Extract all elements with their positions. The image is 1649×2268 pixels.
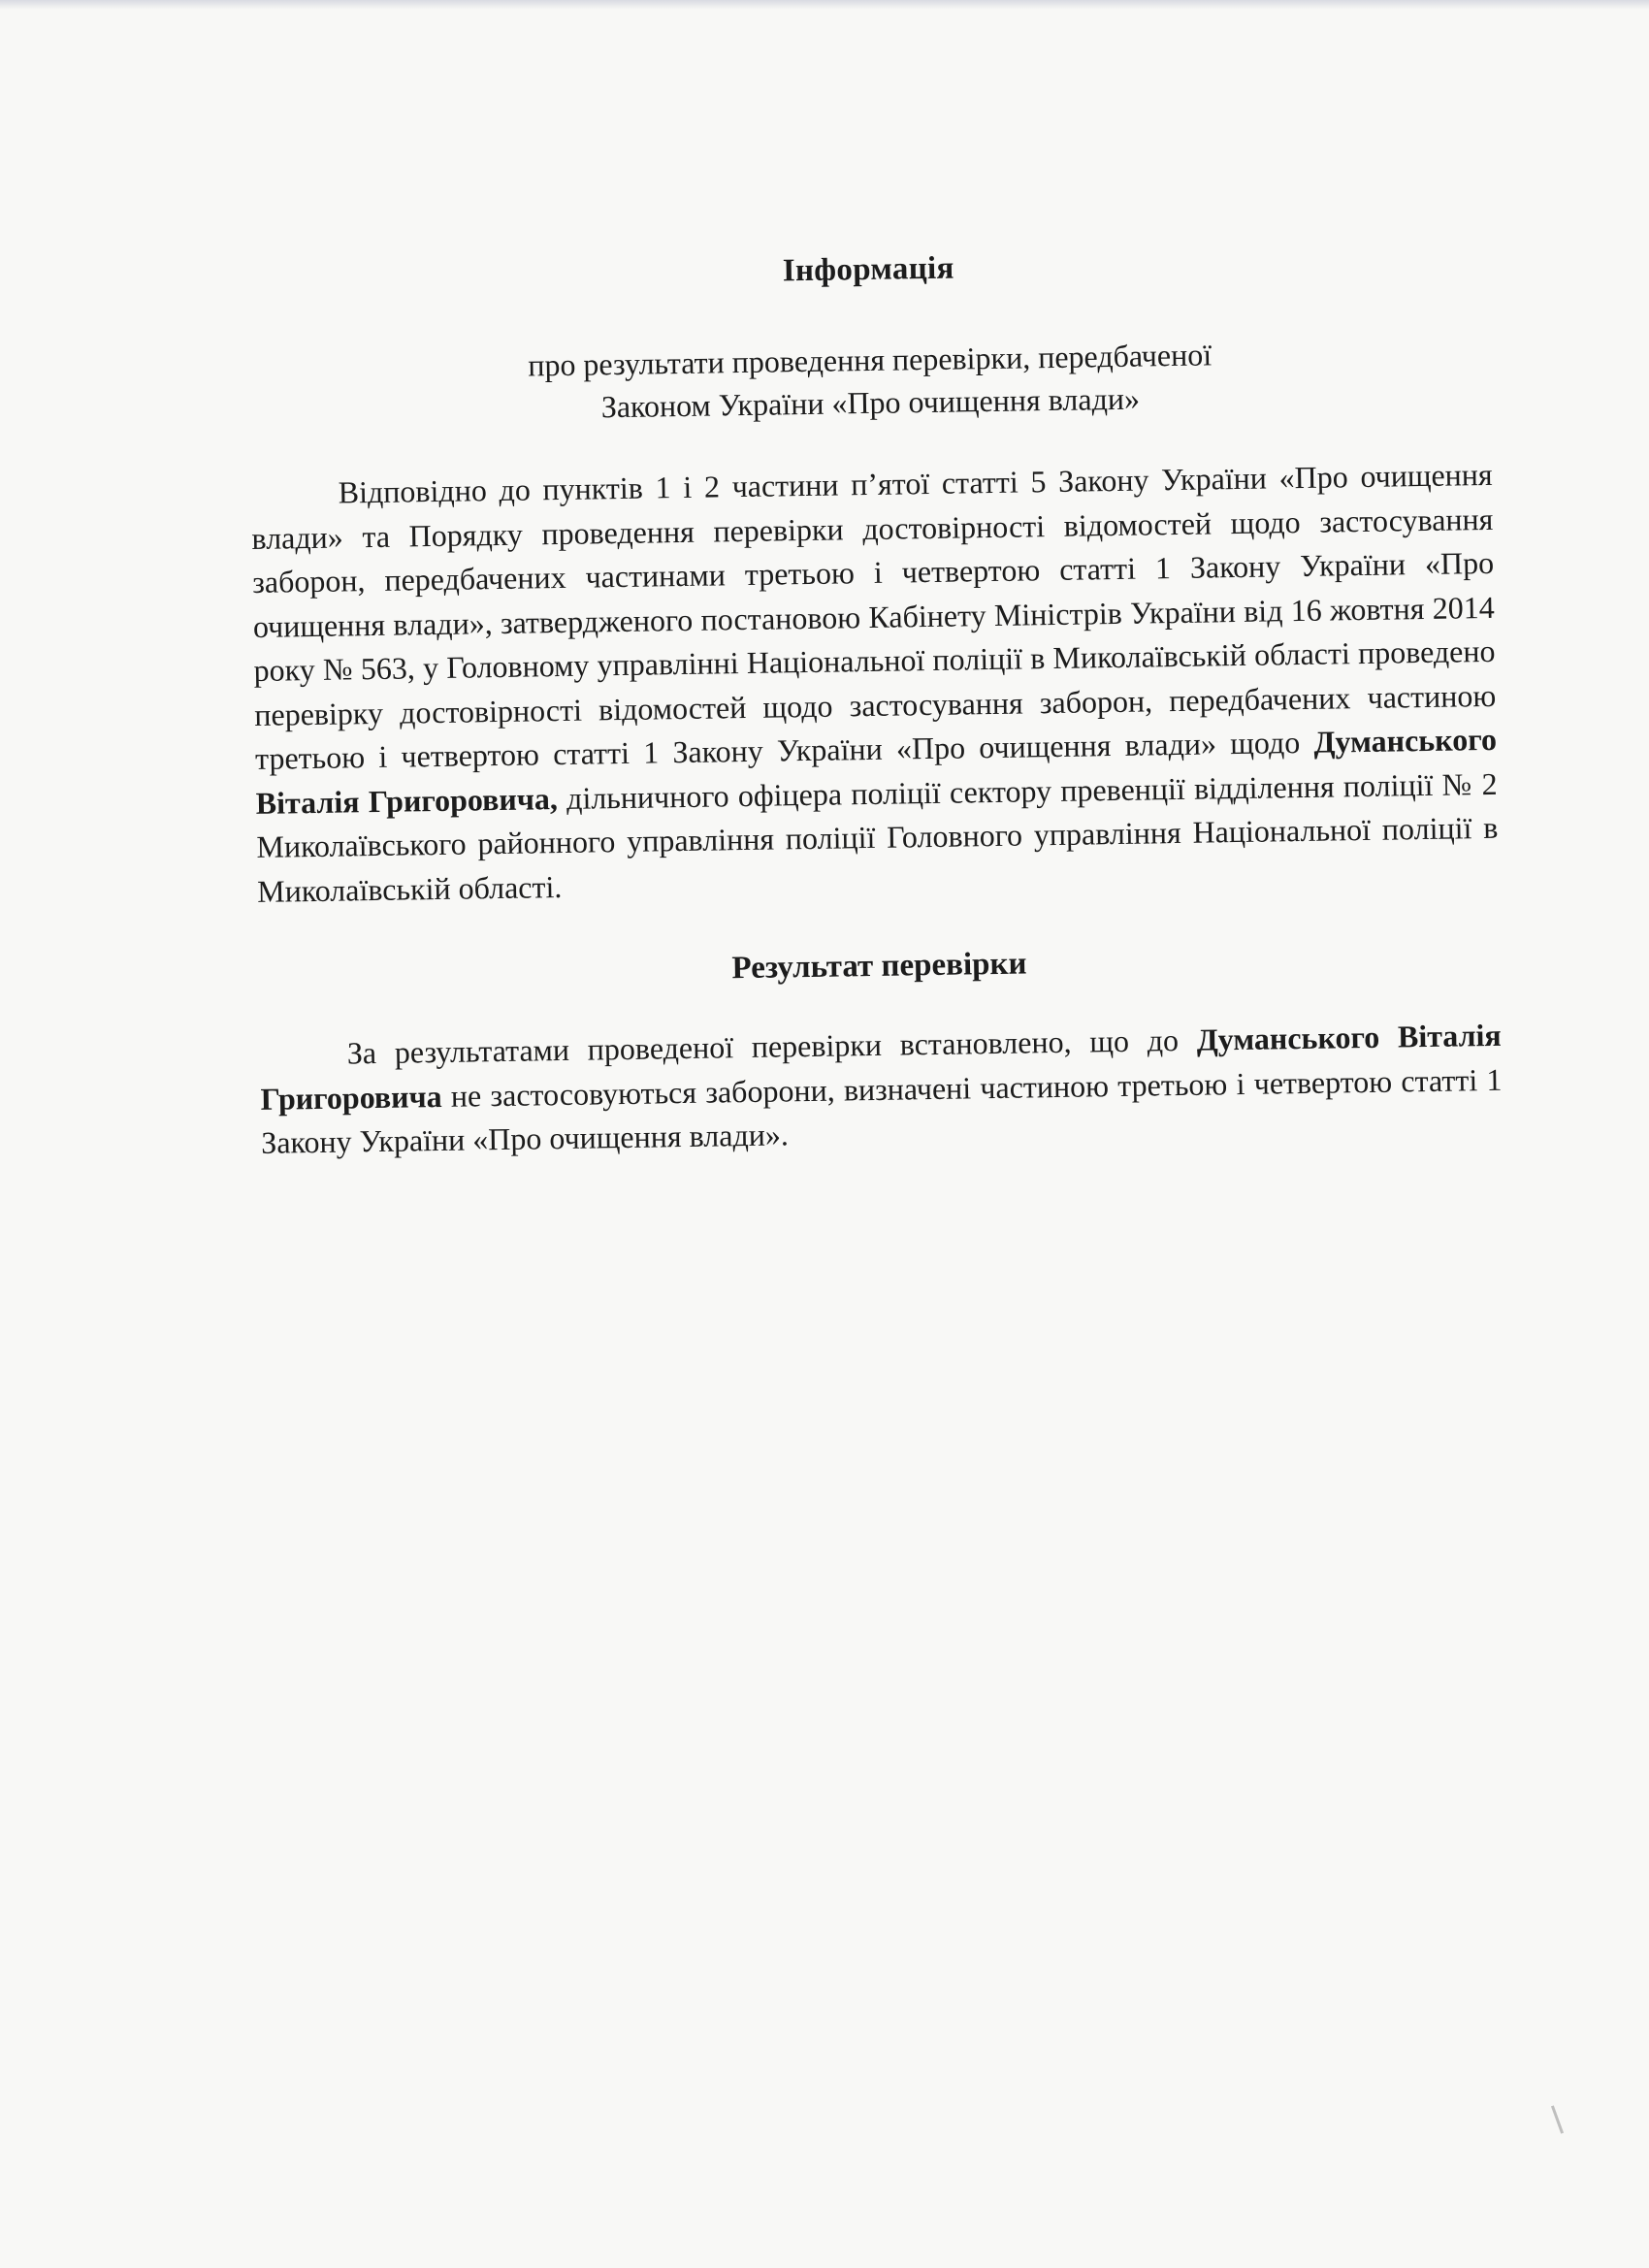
paragraph-verification — [250, 453, 1499, 914]
paragraph-2-text-end: не застосовуються заборони, визначені частиною третьою і четвертою статті 1 Закону України «Про очищення влади». — [260, 1061, 1503, 1160]
scan-edge-shadow — [0, 0, 1649, 10]
document-title: Інформація — [782, 250, 954, 289]
scan-speck — [1551, 2105, 1564, 2133]
section-title-result: Результат перевірки — [731, 946, 1027, 987]
paragraph-result — [259, 1014, 1503, 1166]
subtitle-line-1: про результати проведення перевірки, передбаченої — [527, 337, 1212, 383]
subtitle-line-2: Законом України «Про очищення влади» — [600, 380, 1141, 425]
person-name-2: Думанського Віталія Григоровича — [260, 1017, 1502, 1117]
paragraph-1-text-end: дільничного офіцера поліції сектору превенції відділення поліції № 2 Миколаївського районного управління поліції Головного управління Національної поліції в Миколаївській області. — [256, 765, 1499, 909]
paragraph-2-text-start: За результатами проведеної перевірки встановлено, що до — [346, 1022, 1180, 1071]
document-body — [247, 243, 1503, 1165]
paragraph-1-text-start: Відповідно до пунктів 1 і 2 частини п’ятої статті 5 Закону України «Про очищення влади» та Порядку проведення перевірки достовірності відомостей щодо застосування заборон, передбачених частинами третьою і четвертою статті 1 Закону України «Про очищення влади», затвердженого постановою Кабінету Міністрів України від 16 жовтня 2014 року № 563, у Головному управлінні Національної поліції в Миколаївській області проведено перевірку достовірності відомостей щодо застосування заборон, передбачених частиною третьою і четвертою статті 1 Закону України «Про очищення влади» щодо — [251, 456, 1497, 776]
document-subtitle — [248, 329, 1491, 434]
person-name-1: Думанського Віталія Григоровича, — [255, 721, 1498, 821]
